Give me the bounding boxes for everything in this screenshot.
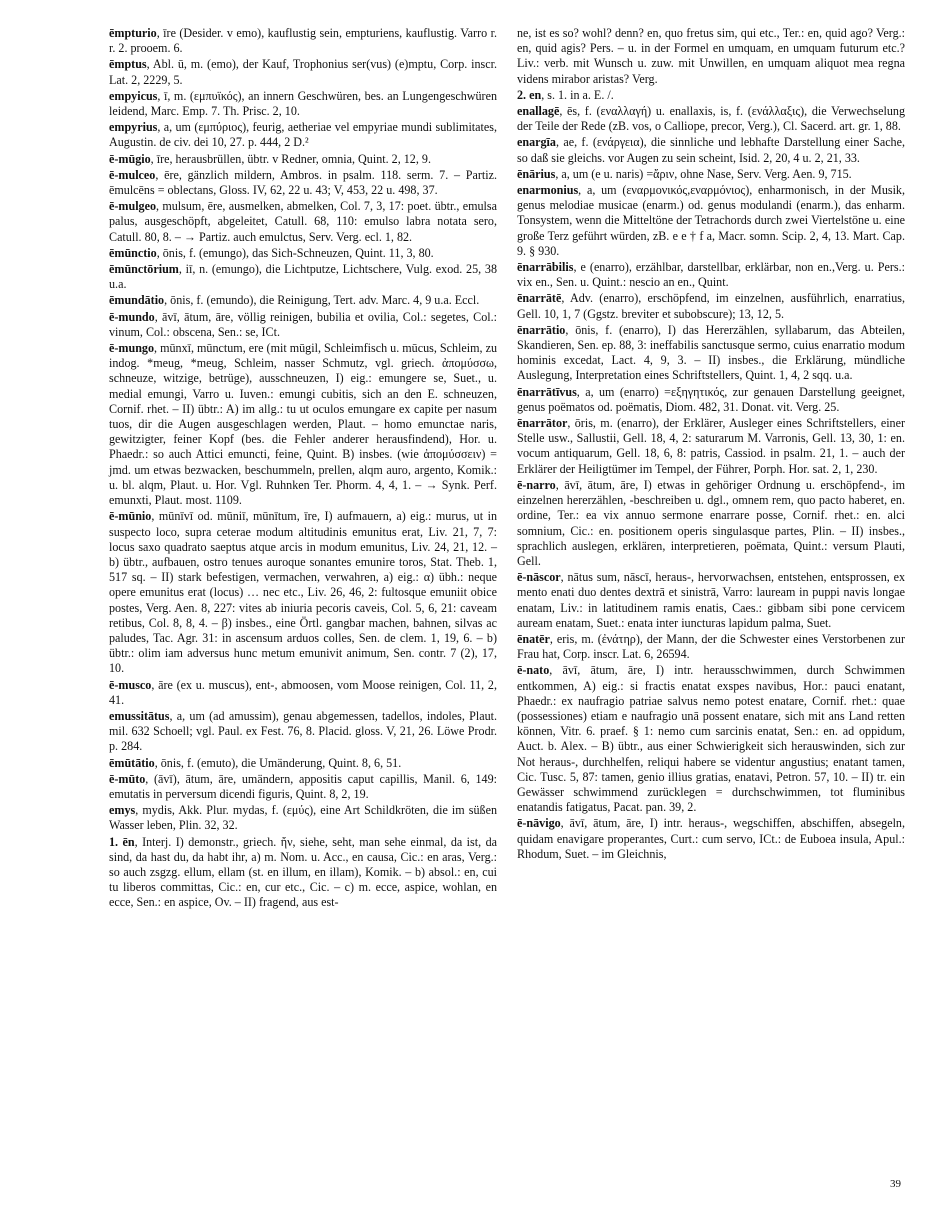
entry-text: , a, um (ad amussim), genau abgemessen, tadellos, indoles, Plaut. mil. 632 Schoell; vgl. Paul. ex Fest. 76, 8. Placid. gloss. V, 21, 26. Löwe Prodr. p. 284. <box>109 708 497 754</box>
dictionary-entry <box>109 341 497 508</box>
entry-text: , nātus sum, nāscī, heraus-, hervorwachsen, entstehen, entsprossen, ex mento enati duo dentes dextrā et sinistrā, Varro: lauream in puppi navis longae enatam, Liv.: in latitudinem ramis enatis, Caes.: gibbam sibi pone cervicem auream enatam, Suet.: enata inter iuncturas lapidum palma, Suet. <box>517 570 905 630</box>
entry-headword: ē-mulceo <box>109 167 156 182</box>
entry-headword: enallagē <box>517 104 560 119</box>
dictionary-entry <box>109 57 497 87</box>
entry-text: , a, um (enarro) =εξηγητικός, zur genauen Darstellung geeignet, genus poëmatos od. poëmatis, Diom. 482, 31. Donat. vit. Verg. 25. <box>517 384 905 414</box>
entry-headword: 2. en <box>517 87 542 102</box>
entry-text: , āvī, ātum, āre, I) intr. herausschwimmen, durch Schwimmen entkommen, A) eig.: si fractis enatat exspes navibus, Hor.: pauci enatant, Phaedr.: ex naufragio patriae salvus nemo potest enatare, Cornif. rhet.: quae (possessiones) etiam e naufragio unā possent enatare, sich mit ans Land retten können, Vitr. 6. praef. § 1: nemo cum sarcinis enatat, Sen.: en. ad oppidum, Auct. b. Alex. – B) übtr., aus einer Schwierigkeit sich herauswinden, sich zur Not heraus-, durchhelfen, reliqui habere se videntur angustius; enatant tamen, Cic. Tusc. 5, 87: tamen, genio illius gratias, enatavi, Petron. 57, 10. – II) tr. ein Gewässer schwimmend zurücklegen = durchschwimmen, tot fluminibus enatandis fatigatus, Pacat. pan. 39, 2. <box>517 663 905 815</box>
entry-headword: emussitātus <box>109 708 170 723</box>
entry-text: , ēs, f. (εναλλαγή) u. enallaxis, is, f. (ενάλλαξις), die Verwechselung der Teile der Rede (zB. vos, o Calliope, precor, Verg.), Cl. Sacerd. art. gr. 1, 88. <box>517 104 905 134</box>
entry-text: , Interj. I) demonstr., griech. ἤν, siehe, seht, man sehe einmal, da ist, da sind, da hast du, da habt ihr, a) m. Nom. u. Acc., en causa, Cic.: en aras, Verg.: so auch zsgzg. ellum, ellam (st. en illum, en illam), Komik. – b) absol.: en, cui tu liberos committas, Cic.: en, cur etc., Cic. – c) m. ecce, aspice, wohlan, en ecce, Sen.: en aspice, Ov. – II) fragend, aus est- <box>109 834 497 910</box>
dictionary-entry <box>109 120 497 150</box>
dictionary-entry <box>517 104 905 134</box>
dictionary-entry <box>109 709 497 755</box>
entry-text: , Adv. (enarro), erschöpfend, im einzelnen, ausführlich, enarratius, Gell. 10, 1, 7 (Ggstz. breviter et subobscure); 13, 12, 5. <box>517 291 905 321</box>
entry-text: , āvī, ātum, āre, völlig reinigen, bubilia et ovilia, Col.: segetes, Col.: vinum, Col.: obscena, Sen.: se, ICt. <box>109 309 497 339</box>
entry-headword: ē-mulgeo <box>109 199 157 214</box>
dictionary-entry <box>517 135 905 165</box>
entry-text: , ōnis, f. (emuto), die Umänderung, Quint. 8, 6, 51. <box>154 755 402 770</box>
entry-text: , Abl. ū, m. (emo), der Kauf, Trophonius ser(vus) (e)mptu, Corp. inscr. Lat. 2, 2229, 5. <box>109 57 497 87</box>
dictionary-entry <box>517 570 905 631</box>
entry-headword: ē-mūnio <box>109 509 152 524</box>
right-column <box>517 26 905 863</box>
dictionary-entry <box>517 816 905 862</box>
entry-headword: emys <box>109 803 136 818</box>
dictionary-entry <box>517 478 905 569</box>
dictionary-entry <box>109 246 497 261</box>
entry-headword: ē-mungo <box>109 341 155 356</box>
entry-headword: ēmundātio <box>109 293 165 308</box>
entry-headword: empyicus <box>109 88 158 103</box>
dictionary-entry <box>517 291 905 321</box>
entry-text: , ōnis, f. (emungo), das Sich-Schneuzen, Quint. 11, 3, 80. <box>156 245 434 260</box>
dictionary-entry-continuation <box>517 26 905 87</box>
entry-text: , e (enarro), erzählbar, darstellbar, erklärbar, non en.,Verg. u. Pers.: vix en., Sen. u. Quint.: nescio an en., Quint. <box>517 260 905 290</box>
entry-text: , iī, n. (emungo), die Lichtputze, Lichtschere, Vulg. exod. 25, 38 u.a. <box>109 262 497 292</box>
dictionary-entry <box>109 89 497 119</box>
page-number: 39 <box>890 1178 901 1190</box>
entry-headword: ēnatēr <box>517 631 550 646</box>
entry-headword: enarmonius <box>517 183 579 198</box>
dictionary-entry <box>109 310 497 340</box>
entry-headword: ēmūnctōrium <box>109 262 179 277</box>
entry-headword: empyrius <box>109 120 158 135</box>
entry-headword: ēmptus <box>109 57 147 72</box>
dictionary-entry <box>109 756 497 771</box>
entry-text: , ī, m. (εμπυϊκός), an innern Geschwüren, bes. an Lungengeschwüren leidend, Marc. Emp. 7. Th. Prisc. 2, 10. <box>109 88 497 119</box>
dictionary-entry <box>109 262 497 292</box>
entry-headword: ēnarrātor <box>517 416 568 431</box>
entry-text: , a, um (e u. naris) =ἄριν, ohne Nase, Serv. Verg. Aen. 9, 715. <box>555 166 852 181</box>
dictionary-entry <box>517 663 905 815</box>
entry-text: , s. 1. in a. E. /. <box>541 87 614 102</box>
dictionary-entry <box>517 416 905 477</box>
entry-text: , āre (ex u. muscus), ent-, abmoosen, vom Moose reinigen, Col. 11, 2, 41. <box>109 677 497 707</box>
entry-text: , īre, herausbrüllen, übtr. v Redner, omnia, Quint. 2, 12, 9. <box>150 151 431 166</box>
dictionary-entry <box>109 772 497 802</box>
dictionary-entry <box>517 167 905 182</box>
dictionary-entry <box>109 199 497 245</box>
left-column <box>109 26 497 912</box>
entry-text: , mulsum, ēre, ausmelken, abmelken, Col. 7, 3, 17: poet. übtr., emulsa palus, ausgeschöpft, abgeleitet, Catull. 68, 110: emulso labra notata sero, Catull. 80, 8. – → Partiz. auch emulctus, Serv. Verg. ecl. 1, 82. <box>109 199 497 244</box>
entry-headword: ēmūnctio <box>109 245 157 260</box>
entry-headword: ēnarrātio <box>517 322 566 337</box>
entry-headword: ēnarrātīvus <box>517 384 577 399</box>
dictionary-entry <box>109 152 497 167</box>
entry-headword: ē-mūgio <box>109 151 151 166</box>
dictionary-entry <box>517 88 905 103</box>
entry-headword: ē-nāscor <box>517 570 561 585</box>
dictionary-entry <box>109 26 497 56</box>
entry-headword: enargīa <box>517 135 556 150</box>
entry-text: , eris, m. (ἐνάτηρ), der Mann, der die Schwester eines Verstorbenen zur Frau hat, Corp. inscr. Lat. 6, 26594. <box>517 631 905 662</box>
dictionary-entry <box>109 509 497 676</box>
entry-headword: ē-musco <box>109 677 152 692</box>
entry-text: , (āvī), ātum, āre, umändern, appositis caput capillis, Manil. 6, 149: emutatis in perversum dicendi figuris, Quint. 8, 2, 19. <box>109 771 497 801</box>
entry-text: , mūnxī, mūnctum, ere (mit mūgil, Schleimfisch u. mūcus, Schleim, zu indog. *meug, *meug, Schleim, nasser Schmutz, vgl. griech. ἀπομύσσω, schneuze, witzige, betrüge), ausschneuzen, I) eig.: emungere se, Suet., u. medial emungi, Varro u. Iuven.: emungi cubitis, sich an den E. schneuzen, Cornif. rhet. – II) übtr.: A) im allg.: tu ut oculos emungare ex capite per nasum tuos, dir die Augen ausgeschlagen werden, Plaut. – homo emunctae naris, gewitzigter, feiner Kopf (bes. die Fehler anderer herausfindend), Hor. u. Phaedr.: so auch Attici emuncti, feine, Quint. B) insbes. (wie ἀπομύσσειν) = jmd. um etwas bezwacken, beschummeln, prellen, alqm auro, argento, Komik.: u. bl. alqm, Plaut. u. Hor. Vgl. Ruhnken Ter. Phorm. 4, 4, 1. – → Synk. Perf. emunxti, Plaut. most. 1109. <box>109 341 497 508</box>
entry-headword: ē-mūto <box>109 771 146 786</box>
dictionary-entry <box>109 835 497 911</box>
dictionary-entry <box>517 385 905 415</box>
entry-headword: ē-mundo <box>109 309 155 324</box>
entry-headword: ēmūtātio <box>109 755 155 770</box>
entry-text: , ōnis, f. (emundo), die Reinigung, Tert. adv. Marc. 4, 9 u.a. Eccl. <box>164 293 480 308</box>
dictionary-entry <box>109 678 497 708</box>
entry-headword: ē-nāvigo <box>517 816 561 831</box>
entry-text: , īre (Desider. v emo), kauflustig sein, empturiens, kauflustig. Varro r. r. 2. prooem. 6. <box>109 26 497 56</box>
entry-headword: ē-narro <box>517 477 556 492</box>
entry-headword: 1. ēn <box>109 834 135 849</box>
entry-headword: ēnārius <box>517 166 556 181</box>
dictionary-entry <box>517 323 905 384</box>
entry-headword: ēmpturio <box>109 26 157 40</box>
entry-text: , ōnis, f. (enarro), I) das Hererzählen, syllabarum, das Abteilen, Skandieren, Sen. ep. 88, 3: ineffabilis sanctusque sermo, cuius enarratio modum hominis excedat, Lact. 4, 9, 3. – II) insbes., die Erklärung, mündliche Auslegung, Interpretation eines Schriftstellers, Quint. 1, 4, 2 sqq. u.a. <box>517 322 905 383</box>
dictionary-entry <box>517 183 905 259</box>
entry-text: , āvī, ātum, āre, I) etwas in gehöriger Ordnung u. erschöpfend-, im einzelnen hererzählen, -beschreiben u. dgl., omnem rem, quo pacto haberet, en. ordine, Ter.: ea vix annuo sermone enarrare posse, Cornif. rhet.: en. alci somnium, Cic.: en. positionem operis singulasque partes, Plin. – II) insbes., sprachlich auslegen, erklären, interpretieren, poëmata, Quint.: versum Plauti, Gell. <box>517 477 905 568</box>
dictionary-entry <box>109 293 497 308</box>
entry-text: ne, ist es so? wohl? denn? en, quo fretus sim, qui etc., Ter.: en, quid ago? Verg.: en, quid agis? Pers. – u. in der Formel en umquam, en umquam futurum etc.? Liv.: verb. mit Wunsch u. zuw. mit Unwillen, en umquam aliquot mea regna videns mirabor aristas? Verg. <box>517 26 905 86</box>
dictionary-entry <box>517 260 905 290</box>
dictionary-entry <box>109 803 497 833</box>
entry-text: , mydis, Akk. Plur. mydas, f. (εμύς), eine Art Schildkröten, die im süßen Wasser leben, Plin. 32, 32. <box>109 803 497 833</box>
dictionary-entry <box>109 168 497 198</box>
entry-headword: ēnarrābilis <box>517 260 574 275</box>
dictionary-entry <box>517 632 905 662</box>
entry-headword: ēnarrātē <box>517 291 562 306</box>
entry-text: , ae, f. (ενάργεια), die sinnliche und lebhafte Darstellung einer Sache, so daß sie gleichs. vor Augen zu sein scheint, Isid. 2, 20, 4 u. 2, 21, 33. <box>517 135 905 165</box>
entry-text: , mūnīvī od. mūniī, mūnītum, īre, I) aufmauern, a) eig.: murus, ut in suspecto loco, supra ceterae modum altitudinis emunitus erat, Liv. 21, 7, 7: locus saxo quadrato saeptus atque arcis in modum emunitus, Liv. 24, 21, 12. – b) übtr., aufbauen, ostro tenues auroque sonantes emunire toros, Stat. Theb. 1, 517 sq. – II) stark befestigen, vermachen, verwahren, a) eig.: α) übh.: neque opere emunitus erat (locus) … nec etc., Liv. 26, 46, 2: fultosque emuniit obice postes, Verg. Aen. 8, 227: vites ab iniuria pecoris caveis, Col. 5, 6, 21: caveam retibus, Col. 8, 8, 4. – β) insbes., eine Örtl. gangbar machen, bahnen, silvas ac paludes, Tac. Agr. 31: in ascensum arduos colles, Sen. de clem. 1, 19, 6. – b) übtr.: olim iam adversus hunc metum emunivit animum, Sen. contr. 7 (2), 17, 10. <box>109 509 497 676</box>
entry-text: , a, um (εναρμονικός,εναρμόνιος), enharmonisch, in der Musik, genus melodiae musicae (enarm.) od. genus modulandi (enarm.), das enharm. Tonsystem, wenn die Mitteltöne der Tetrachords durch zwei Viertelstöne u. eine große Terz geführt würden, zB. e e † f a, Macr. somn. Scip. 2, 4, 13. Mart. Cap. 9. § 930. <box>517 183 905 258</box>
entry-text: , ōris, m. (enarro), der Erklärer, Ausleger eines Schriftstellers, einer Stelle usw., Sallustii, Gell. 18, 4, 2: saturarum M. Varronis, Gell. 13, 30, 1: en. vocum antiquarum, Gell. 18, 6, 8: patris, Cassiod. in psalm. 21, 1. – auch der Erklärer der Heiligtümer im Tempel, der Führer, Porph. Hor. sat. 2, 1, 230. <box>517 416 905 476</box>
entry-text: , ēre, gänzlich mildern, Ambros. in psalm. 118. serm. 7. – Partiz. ēmulcēns = oblectans, Gloss. IV, 62, 22 u. 43; V, 453, 22 u. 498, 37. <box>109 167 497 198</box>
entry-headword: ē-nato <box>517 663 550 678</box>
entry-text: , āvī, ātum, āre, I) intr. heraus-, wegschiffen, abschiffen, absegeln, quidam enavigare properantes, Curt.: cum servo, ICt.: de Euboea insula, Apul.: Rhodum, Suet. – im Gleichnis, <box>517 816 905 861</box>
entry-text: , a, um (εμπύριος), feurig, aetheriae vel empyriae mundi sublimitates, Augustin. de civ. dei 10, 27. p. 444, 2 D.² <box>109 120 497 150</box>
